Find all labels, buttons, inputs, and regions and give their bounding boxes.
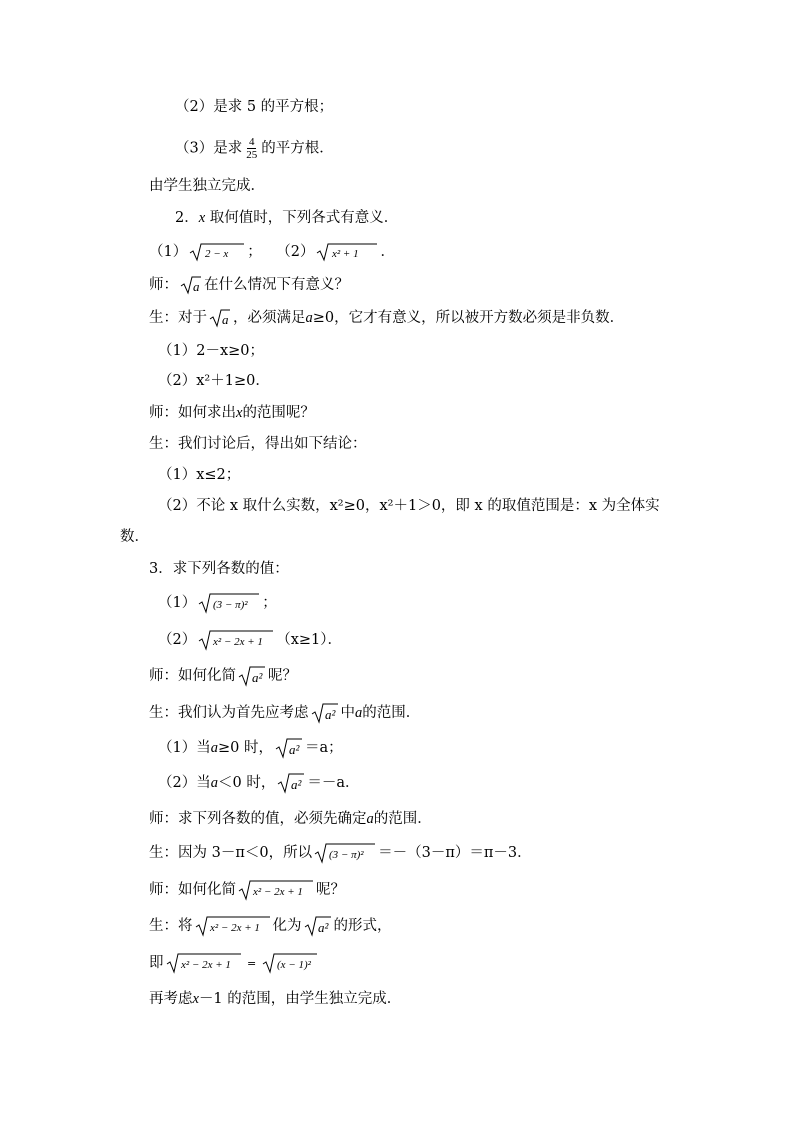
radicand: x² − 2x + 1 [180, 959, 231, 971]
line-student-a5 [149, 915, 392, 937]
line-problem-2 [175, 208, 398, 228]
equals: = [243, 957, 260, 970]
text: 师：如何化简 [149, 882, 236, 898]
line-problem-2-parts [149, 242, 395, 262]
text: （1） [149, 244, 188, 260]
denominator: 25 [246, 149, 258, 161]
text: （2）当 [158, 775, 211, 791]
text: （2） [158, 632, 197, 648]
radicand: a [193, 279, 200, 294]
text: 的形式， [333, 918, 392, 934]
line-cond-1 [158, 341, 264, 361]
sqrt-radical-sign [209, 308, 231, 328]
text: 的范围． [362, 705, 421, 721]
radicand: (3 − π)² [329, 849, 364, 861]
line-student-solve [149, 176, 265, 196]
line-teacher-q5 [149, 879, 345, 901]
line-cond-2 [158, 371, 270, 391]
var: a [355, 705, 363, 721]
radicand: a² [288, 742, 300, 757]
text: 即 [149, 955, 164, 971]
text: ＝a； [304, 740, 343, 756]
line-case-2 [158, 772, 359, 794]
sqrt-radical-sign [304, 915, 332, 937]
text: （2）不论 x 取什么实数，x²≥0，x²＋1＞0，即 x 的取值范围是：x 为全体实 [158, 498, 660, 514]
line-result-2-cont [120, 527, 149, 547]
text: 的范围． [373, 811, 432, 827]
sqrt-radical-sign [238, 665, 266, 687]
line-teacher-q4 [149, 809, 432, 829]
sqrt-radical-sign [314, 842, 376, 864]
radicand: a² [252, 670, 263, 685]
text: （3）是求 [175, 140, 243, 157]
line-teacher-q1 [149, 275, 349, 295]
text: （2）x²＋1≥0． [158, 373, 270, 389]
text: ≥0 时， [217, 740, 273, 756]
text: ＜0 时， [217, 775, 276, 791]
text: 生：因为 3－π＜0，所以 [149, 845, 313, 861]
text: 生：对于 [149, 310, 207, 326]
text: ； [262, 595, 277, 611]
text: （1） [158, 595, 197, 611]
radicand: x² − 2x + 1 [213, 636, 264, 648]
var: a [210, 775, 218, 791]
radicand: x² + 1 [332, 248, 360, 260]
line-final [149, 989, 401, 1009]
text: 由学生独立完成． [149, 178, 265, 194]
text: 化为 [272, 918, 302, 934]
line-teacher-q2 [149, 403, 315, 423]
text: （2）是求 5 的平方根； [175, 99, 334, 115]
text: （1）x≤2； [158, 467, 241, 483]
var: x [236, 405, 243, 421]
sqrt-radical-sign [262, 952, 318, 974]
line-problem-3 [149, 559, 289, 579]
text: ，必须满足 [233, 310, 306, 326]
radicand: x² − 2x + 1 [209, 922, 260, 934]
text: 生：我们认为首先应考虑 [149, 705, 309, 721]
radicand: (3 − π)² [213, 599, 248, 611]
radicand: a² [324, 707, 335, 722]
sqrt-radical-sign [275, 737, 303, 759]
line-item-2-3 [175, 136, 334, 161]
text: 数． [120, 529, 149, 545]
line-problem-3-1 [158, 592, 277, 614]
line-problem-3-2 [158, 629, 342, 651]
sqrt-radical-sign [238, 879, 314, 901]
text: ≥0，它才有意义，所以被开方数必须是非负数． [312, 310, 625, 326]
text: 3．求下列各数的值： [149, 561, 289, 577]
text: 师：如何化简 [149, 668, 236, 684]
sqrt-radical-sign [189, 242, 245, 262]
text: 2． [175, 210, 199, 226]
text: 师： [149, 277, 178, 293]
text: 师：求下列各数的值，必须先确定 [149, 811, 367, 827]
text: ＝－（3－π）＝π－3． [378, 845, 532, 861]
line-teacher-q3 [149, 665, 297, 687]
text: （1）当 [158, 740, 211, 756]
text: 中 [340, 705, 355, 721]
text: 生：将 [149, 918, 193, 934]
line-student-a4 [149, 842, 532, 864]
text: 的范围呢？ [242, 405, 315, 421]
text: （x≥1）． [276, 632, 343, 648]
radicand: a² [291, 777, 302, 792]
text: －1 的范围，由学生独立完成． [198, 991, 402, 1007]
line-student-a1 [149, 308, 624, 328]
var: a [366, 811, 374, 827]
text: 呢？ [268, 668, 297, 684]
text: 在什么情况下有意义？ [204, 277, 349, 293]
line-result-1 [158, 465, 240, 485]
text: 取何值时，下列各式有意义． [205, 210, 399, 226]
text: ； （2） [247, 244, 315, 260]
line-student-a3 [149, 702, 420, 724]
line-case-1 [158, 737, 343, 759]
sqrt-radical-sign [198, 629, 274, 651]
radicand: a [222, 312, 229, 327]
radicand: x² − 2x + 1 [253, 886, 303, 898]
var: a [210, 740, 218, 756]
sqrt-radical-sign [311, 702, 339, 724]
var: x [198, 210, 206, 226]
line-result-2 [158, 496, 660, 516]
text: 再考虑 [149, 991, 193, 1007]
radicand: 2 − x [205, 248, 229, 260]
sqrt-radical-sign [166, 952, 242, 974]
fraction-4-25 [244, 136, 259, 161]
radicand: (x − 1)² [276, 959, 311, 971]
text: 呢？ [316, 882, 345, 898]
sqrt-radical-sign [277, 772, 305, 794]
var: x [192, 991, 199, 1007]
text: ． [380, 244, 395, 260]
radicand: a² [317, 920, 328, 935]
sqrt-radical-sign [198, 592, 260, 614]
text: 的平方根． [261, 140, 334, 157]
text: （1）2－x≥0； [158, 343, 265, 359]
text: ＝－a． [307, 775, 360, 791]
sqrt-radical-sign [180, 275, 202, 295]
line-student-a2 [149, 434, 367, 454]
line-item-2-2 [175, 97, 333, 117]
line-equation [149, 952, 320, 974]
numerator: 4 [248, 136, 255, 148]
text: 师：如何求出 [149, 405, 236, 421]
sqrt-radical-sign [195, 915, 271, 937]
var: a [305, 310, 313, 326]
text: 生：我们讨论后，得出如下结论： [149, 436, 367, 452]
sqrt-radical-sign [316, 242, 378, 262]
